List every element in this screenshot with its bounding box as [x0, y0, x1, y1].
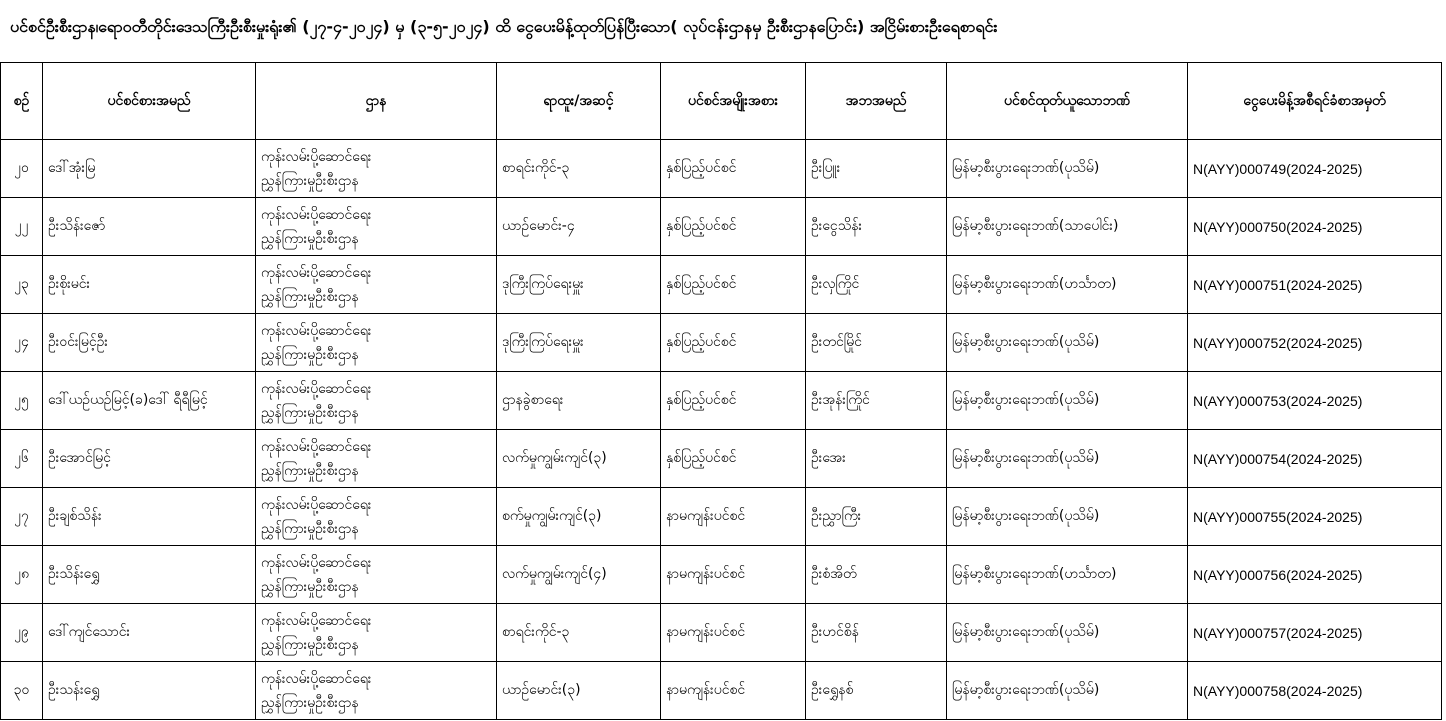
cell-department [256, 256, 497, 314]
department-line-1: ကုန်းလမ်းပို့ဆောင်ရေး [261, 612, 372, 629]
department-line-1: ကုန်းလမ်းပို့ဆောင်ရေး [261, 438, 372, 455]
department-line-1: ကုန်းလမ်းပို့ဆောင်ရေး [261, 670, 372, 687]
cell-pension-type: နှစ်ပြည့်ပင်စင် [661, 140, 806, 198]
cell-bank: မြန်မာ့စီးပွားရေးဘဏ်(ပုသိမ်) [947, 140, 1188, 198]
cell-order-number: N(AYY)000756(2024-2025) [1188, 546, 1442, 604]
department-line-2: ညွှန်ကြားမှုဦးစီးဌာန [261, 636, 359, 653]
table-row [1, 314, 1442, 372]
pensioner-table [0, 62, 1442, 720]
department-line-2: ညွှန်ကြားမှုဦးစီးဌာန [261, 694, 359, 711]
cell-no: ၂၇ [1, 488, 43, 546]
document-title: ပင်စင်ဦးစီးဌာန၊ရော၀တီတိုင်းဒေသကြီးဦးစီးမှုးရုံး၏ (၂၇-၄-၂၀၂၄) မှ (၃-၅-၂၀၂၄) ထိ ငွေပေးမိန့်ထုတ်ပြန်ပြီးသော( လုပ်ငန်းဌာနမှ ဦးစီးဌာနပြောင်း) အငြိမ်းစားဦးရေစာရင်း [10, 17, 998, 36]
cell-father-name: ဦးစံအိတ် [806, 546, 947, 604]
table-row [1, 372, 1442, 430]
cell-order-number: N(AYY)000752(2024-2025) [1188, 314, 1442, 372]
cell-rank: စာရင်းကိုင်-၃ [497, 604, 661, 662]
cell-order-number: N(AYY)000755(2024-2025) [1188, 488, 1442, 546]
header-cell-rank: ရာထူး/အဆင့် [497, 63, 661, 140]
department-line-1: ကုန်းလမ်းပို့ဆောင်ရေး [261, 206, 372, 223]
cell-pension-type: နှစ်ပြည့်ပင်စင် [661, 256, 806, 314]
cell-father-name: ဦးညွှာကြီး [806, 488, 947, 546]
cell-bank: မြန်မာ့စီးပွားရေးဘဏ်(ဟင်္သာတ) [947, 256, 1188, 314]
cell-pension-type: နာမကျန်းပင်စင် [661, 662, 806, 720]
department-line-1: ကုန်းလမ်းပို့ဆောင်ရေး [261, 322, 372, 339]
department-line-2: ညွှန်ကြားမှုဦးစီးဌာန [261, 578, 359, 595]
cell-bank: မြန်မာ့စီးပွားရေးဘဏ်(ပုသိမ်) [947, 662, 1188, 720]
table-row [1, 256, 1442, 314]
table-row [1, 662, 1442, 720]
department-line-1: ကုန်းလမ်းပို့ဆောင်ရေး [261, 264, 372, 281]
cell-name: ဒေါ်အုံးမြ [43, 140, 256, 198]
cell-father-name: ဦးဟင်စိန် [806, 604, 947, 662]
department-line-1: ကုန်းလမ်းပို့ဆောင်ရေး [261, 148, 372, 165]
cell-pension-type: နှစ်ပြည့်ပင်စင် [661, 314, 806, 372]
cell-father-name: ဦးတင်မြိုင် [806, 314, 947, 372]
department-line-2: ညွှန်ကြားမှုဦးစီးဌာန [261, 520, 359, 537]
cell-name: ဒေါ်ယဉ်ယဉ်မြင့်(ခ)ဒေါ် ရီရီမြင့် [43, 372, 256, 430]
cell-pension-type: နှစ်ပြည့်ပင်စင် [661, 430, 806, 488]
cell-order-number: N(AYY)000754(2024-2025) [1188, 430, 1442, 488]
cell-order-number: N(AYY)000751(2024-2025) [1188, 256, 1442, 314]
cell-order-number: N(AYY)000753(2024-2025) [1188, 372, 1442, 430]
cell-rank: စက်မှုကျွမ်းကျင်(၃) [497, 488, 661, 546]
cell-pension-type: နှစ်ပြည့်ပင်စင် [661, 372, 806, 430]
cell-rank: ဒုကြီးကြပ်ရေးမှူး [497, 314, 661, 372]
cell-department [256, 314, 497, 372]
table-row [1, 604, 1442, 662]
cell-name: ဦးသိန်းရွှေ [43, 546, 256, 604]
cell-order-number: N(AYY)000758(2024-2025) [1188, 662, 1442, 720]
header-cell-father-name: အဘအမည် [806, 63, 947, 140]
cell-rank: ဒုကြီးကြပ်ရေးမှူး [497, 256, 661, 314]
table-row [1, 198, 1442, 256]
cell-no: ၂၂ [1, 198, 43, 256]
cell-no: ၂၅ [1, 372, 43, 430]
cell-rank: ယာဉ်မောင်း(၃) [497, 662, 661, 720]
department-line-2: ညွှန်ကြားမှုဦးစီးဌာန [261, 346, 359, 363]
cell-bank: မြန်မာ့စီးပွားရေးဘဏ်(ဟင်္သာတ) [947, 546, 1188, 604]
cell-father-name: ဦးငွေသိန်း [806, 198, 947, 256]
cell-name: ဦးဝင်းမြင့်ဦး [43, 314, 256, 372]
cell-department [256, 546, 497, 604]
header-cell-pension-type: ပင်စင်အမျိုးအစား [661, 63, 806, 140]
cell-department [256, 372, 497, 430]
cell-rank: ယာဉ်မောင်း-၄ [497, 198, 661, 256]
cell-pension-type: နှစ်ပြည့်ပင်စင် [661, 198, 806, 256]
cell-name: ဦးချစ်သိန်း [43, 488, 256, 546]
cell-department [256, 430, 497, 488]
cell-no: ၂၃ [1, 256, 43, 314]
cell-bank: မြန်မာ့စီးပွားရေးဘဏ်(ပုသိမ်) [947, 430, 1188, 488]
cell-department [256, 662, 497, 720]
cell-name: ဦးသန်းရွှေ [43, 662, 256, 720]
department-line-2: ညွှန်ကြားမှုဦးစီးဌာန [261, 404, 359, 421]
cell-department [256, 488, 497, 546]
cell-bank: မြန်မာ့စီးပွားရေးဘဏ်(ပုသိမ်) [947, 604, 1188, 662]
cell-father-name: ဦးအုန်းကြိုင် [806, 372, 947, 430]
cell-no: ၂၉ [1, 604, 43, 662]
cell-pension-type: နာမကျန်းပင်စင် [661, 546, 806, 604]
cell-no: ၂၀ [1, 140, 43, 198]
cell-bank: မြန်မာ့စီးပွားရေးဘဏ်(ပုသိမ်) [947, 314, 1188, 372]
table-row [1, 430, 1442, 488]
table-row [1, 488, 1442, 546]
cell-name: ဦးစိုးမင်း [43, 256, 256, 314]
department-line-1: ကုန်းလမ်းပို့ဆောင်ရေး [261, 554, 372, 571]
cell-name: ဒေါ်ကျင်သောင်း [43, 604, 256, 662]
cell-no: ၂၄ [1, 314, 43, 372]
cell-pension-type: နာမကျန်းပင်စင် [661, 488, 806, 546]
cell-father-name: ဦးလှကြိုင် [806, 256, 947, 314]
cell-order-number: N(AYY)000757(2024-2025) [1188, 604, 1442, 662]
cell-rank: လက်မှုကျွမ်းကျင်(၃) [497, 430, 661, 488]
cell-order-number: N(AYY)000750(2024-2025) [1188, 198, 1442, 256]
table-body [1, 140, 1442, 720]
cell-father-name: ဦးရွှေနစ် [806, 662, 947, 720]
header-cell-name: ပင်စင်စားအမည် [43, 63, 256, 140]
department-line-1: ကုန်းလမ်းပို့ဆောင်ရေး [261, 380, 372, 397]
table-row [1, 546, 1442, 604]
cell-name: ဦးအောင်မြင့် [43, 430, 256, 488]
cell-rank: လက်မှုကျွမ်းကျင်(၄) [497, 546, 661, 604]
cell-name: ဦးသိန်းဇော် [43, 198, 256, 256]
cell-father-name: ဦးပြူး [806, 140, 947, 198]
header-row [1, 63, 1442, 140]
cell-order-number: N(AYY)000749(2024-2025) [1188, 140, 1442, 198]
department-line-2: ညွှန်ကြားမှုဦးစီးဌာန [261, 462, 359, 479]
department-line-2: ညွှန်ကြားမှုဦးစီးဌာန [261, 230, 359, 247]
table-header [1, 63, 1442, 140]
table-row [1, 140, 1442, 198]
department-line-2: ညွှန်ကြားမှုဦးစီးဌာန [261, 172, 359, 189]
header-cell-department: ဌာန [256, 63, 497, 140]
department-line-2: ညွှန်ကြားမှုဦးစီးဌာန [261, 288, 359, 305]
cell-bank: မြန်မာ့စီးပွားရေးဘဏ်(ပုသိမ်) [947, 488, 1188, 546]
department-line-1: ကုန်းလမ်းပို့ဆောင်ရေး [261, 496, 372, 513]
cell-bank: မြန်မာ့စီးပွားရေးဘဏ်(ပုသိမ်) [947, 372, 1188, 430]
cell-pension-type: နာမကျန်းပင်စင် [661, 604, 806, 662]
cell-no: ၂၆ [1, 430, 43, 488]
cell-father-name: ဦးအေး [806, 430, 947, 488]
header-cell-bank: ပင်စင်ထုတ်ယူသောဘဏ် [947, 63, 1188, 140]
cell-bank: မြန်မာ့စီးပွားရေးဘဏ်(သာပေါင်း) [947, 198, 1188, 256]
cell-department [256, 140, 497, 198]
cell-no: ၃၀ [1, 662, 43, 720]
header-cell-order-number: ငွေပေးမိန့်အစီရင်ခံစာအမှတ် [1188, 63, 1442, 140]
cell-no: ၂၈ [1, 546, 43, 604]
cell-rank: ဌာနခွဲစာရေး [497, 372, 661, 430]
cell-department [256, 604, 497, 662]
header-cell-no: စဉ် [1, 63, 43, 140]
cell-department [256, 198, 497, 256]
cell-rank: စာရင်းကိုင်-၃ [497, 140, 661, 198]
